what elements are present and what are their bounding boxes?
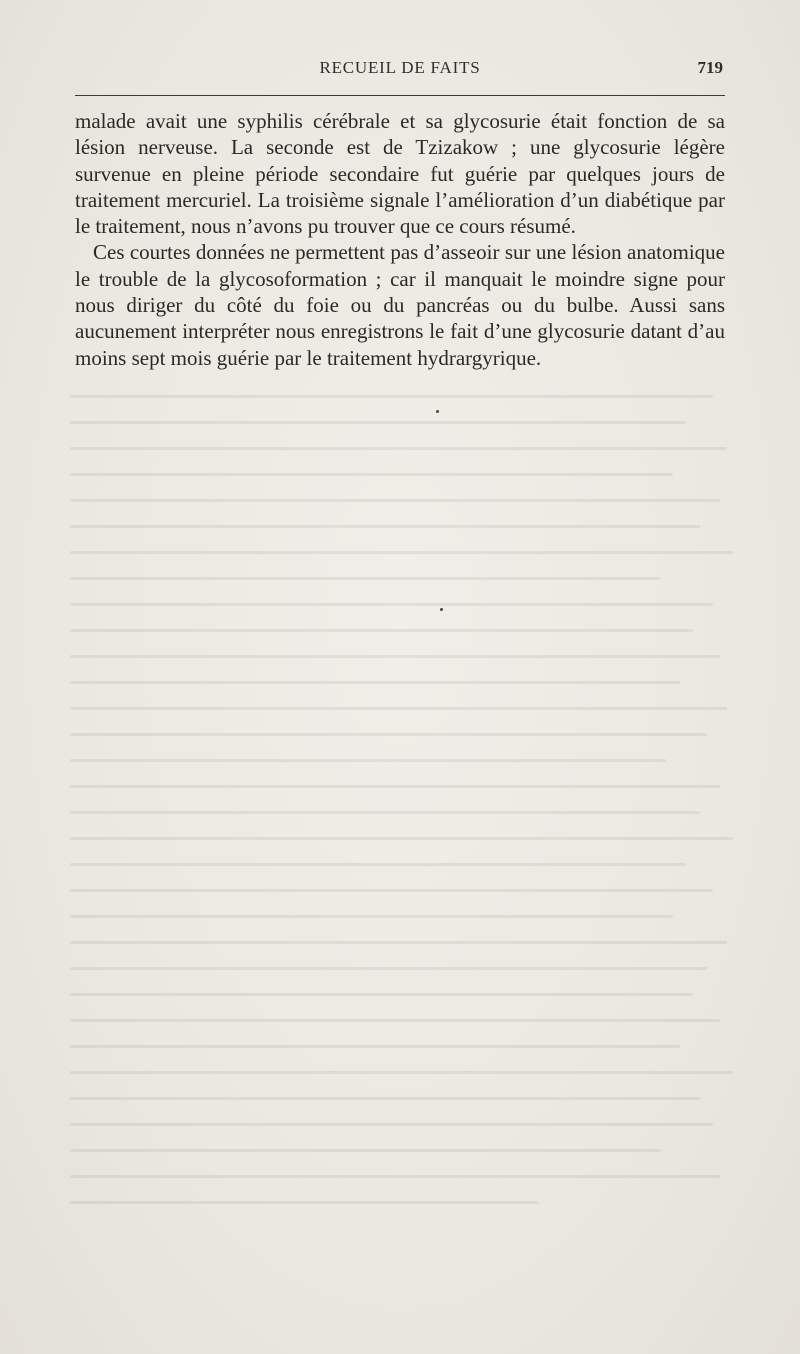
speck-mark (436, 410, 439, 413)
paragraph: Ces courtes données ne permettent pas d’asseoir sur une lésion anatomique le trouble de la glycosoformation ; car il manquait le moindre signe pour nous diriger du côté du foie ou du pancréas ou du bulbe. Aussi sans aucunement interpréter nous enregistrons le fait d’une glycosurie datant d’au moins sept mois guérie par le traitement hydrargyrique. (75, 240, 725, 370)
page-number: 719 (697, 58, 723, 77)
speck-mark (440, 608, 443, 611)
running-header (75, 56, 725, 86)
running-title: RECUEIL DE FAITS (319, 58, 481, 77)
body-text (75, 108, 725, 371)
paragraph-continued: malade avait une syphilis cérébrale et sa glycosurie était fonction de sa lésion nerveuse. La seconde est de Tzizakow ; une glycosurie légère survenue en pleine période secondaire fut guérie par quelques jours de traitement mercuriel. La troisième signale l’amélioration d’un diabétique par le traitement, nous n’avons pu trouver que ce cours résumé. (75, 109, 725, 239)
header-rule (75, 95, 725, 96)
